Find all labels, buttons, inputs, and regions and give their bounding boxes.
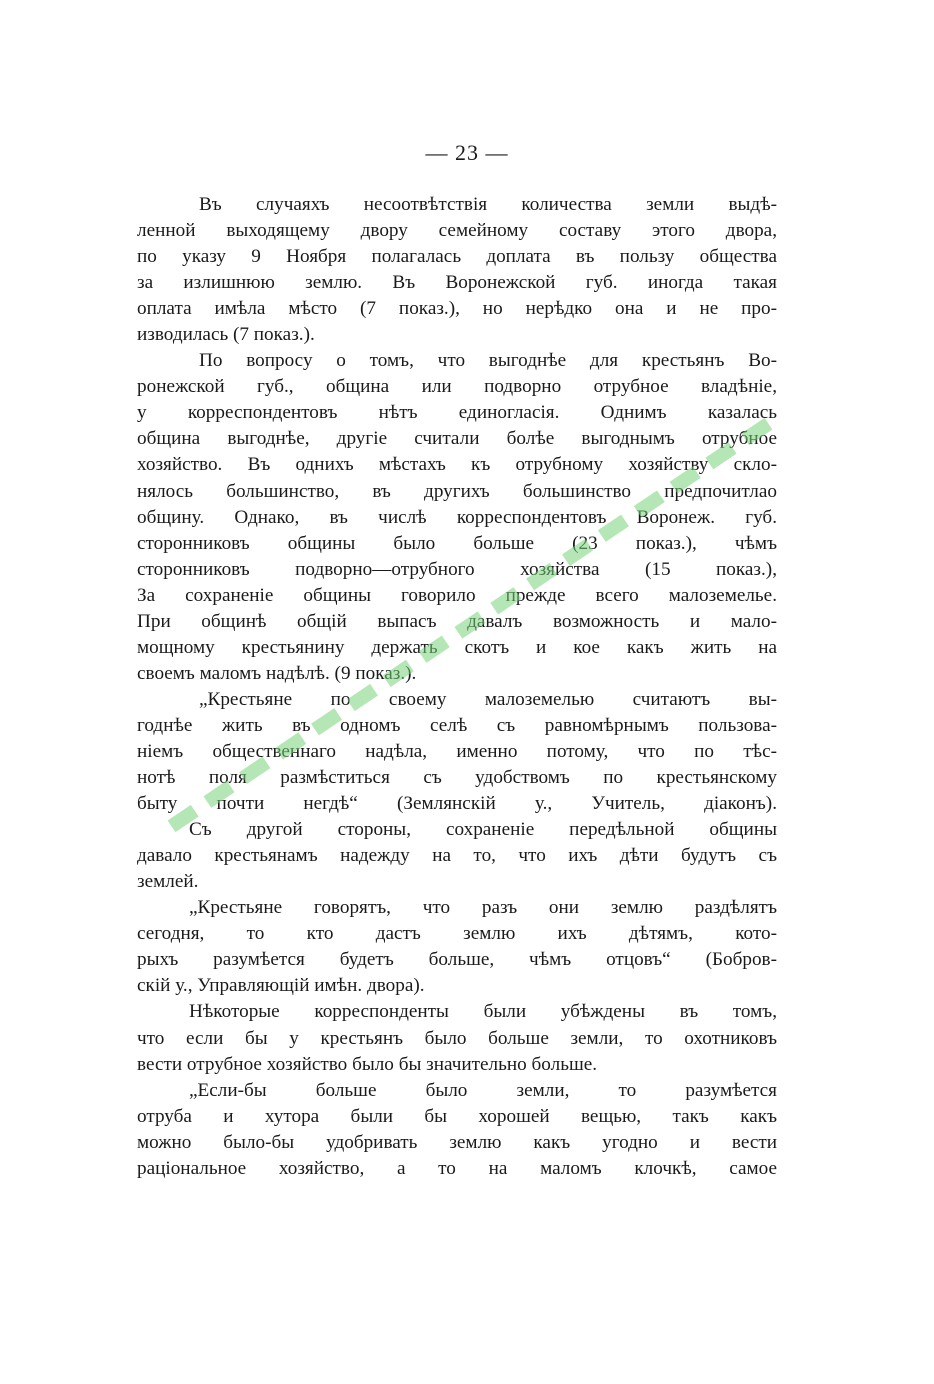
text-line: землей.: [137, 871, 199, 893]
body-text: [137, 192, 777, 1182]
quote-line: „Если-бы больше было земли, то разумѣется: [189, 1079, 777, 1101]
text-line: ронежской губ., община или подворно отрубное владѣніе,: [137, 376, 777, 398]
text-line: своемъ маломъ надѣлѣ. (9 показ.).: [137, 662, 417, 684]
text-line: нялось большинство, въ другихъ большинство предпочитлао: [137, 480, 777, 502]
text-line: по указу 9 Ноября полагалась доплата въ пользу общества: [137, 246, 777, 268]
text-line: изводилась (7 показ.).: [137, 324, 315, 346]
text-line: сторонниковъ общины было больше (23 показ.), чѣмъ: [137, 532, 777, 554]
text-line: у корреспондентовъ нѣтъ единогласія. Однимъ казалась: [137, 402, 777, 424]
page-number: — 23 —: [425, 140, 509, 165]
quote-line: сегодня, то кто дастъ землю ихъ дѣтямъ, кото-: [137, 923, 777, 945]
text-line: хозяйство. Въ однихъ мѣстахъ къ отрубному хозяйству скло-: [137, 454, 777, 476]
quote-line: „Крестьяне по своему малоземелью считаютъ вы-: [199, 688, 777, 710]
quote-line: можно было-бы удобривать землю какъ угодно и вести: [137, 1131, 777, 1153]
text-line: Съ другой стороны, сохраненіе передѣльной общины: [189, 819, 777, 841]
text-line: По вопросу о томъ, что выгоднѣе для крестьянъ Во-: [199, 350, 777, 372]
text-line: Въ случаяхъ несоотвѣтствія количества земли выдѣ-: [199, 194, 777, 215]
text-line: давало крестьянамъ надежду на то, что ихъ дѣти будутъ съ: [137, 845, 777, 867]
text-line: за излишнюю землю. Въ Воронежской губ. иногда такая: [137, 272, 777, 294]
text-line: За сохраненіе общины говорило прежде всего малоземелье.: [137, 584, 777, 606]
text-line: Нѣкоторые корреспонденты были убѣждены въ томъ,: [189, 1001, 777, 1023]
quote-line: раціональное хозяйство, а то на маломъ клочкѣ, самое: [137, 1157, 777, 1179]
text-line: мощному крестьянину держать скотъ и кое какъ жить на: [137, 636, 777, 658]
text-line: сторонниковъ подворно—отрубного хозяйства (15 показ.),: [137, 558, 777, 580]
text-line: община выгоднѣе, другіе считали болѣе выгоднымъ отрубное: [137, 428, 777, 450]
text-line: ленной выходящему двору семейному составу этого двора,: [137, 220, 777, 242]
quote-line: нотѣ поля размѣститься съ удобствомъ по крестьянскому: [137, 767, 777, 789]
quote-line: годнѣе жить въ одномъ селѣ съ равномѣрнымъ пользова-: [137, 714, 777, 736]
quote-line: „Крестьяне говорятъ, что разъ они землю раздѣлятъ: [189, 897, 777, 919]
quote-line: скій у., Управляющій имѣн. двора).: [137, 975, 425, 997]
text-line: вести отрубное хозяйство было бы значительно больше.: [137, 1053, 598, 1075]
text-line: При общинѣ общій выпасъ давалъ возможность и мало-: [137, 610, 777, 632]
text-line: что если бы у крестьянъ было больше земли, то охотниковъ: [137, 1027, 777, 1049]
quote-line: быту почти негдѣ“ (Землянскій у., Учитель, діаконъ).: [137, 793, 777, 815]
text-line: общину. Однако, въ числѣ корреспондентовъ Воронеж. губ.: [137, 506, 777, 528]
quote-line: ніемъ общественнаго надѣла, именно потому, что по тѣс-: [137, 740, 777, 762]
text-line: оплата имѣла мѣсто (7 показ.), но нерѣдко она и не про-: [137, 298, 777, 320]
quote-line: рыхъ разумѣется будетъ больше, чѣмъ отцовъ“ (Бобров-: [137, 949, 777, 971]
quote-line: отруба и хутора были бы хорошей вещью, такъ какъ: [137, 1105, 777, 1127]
